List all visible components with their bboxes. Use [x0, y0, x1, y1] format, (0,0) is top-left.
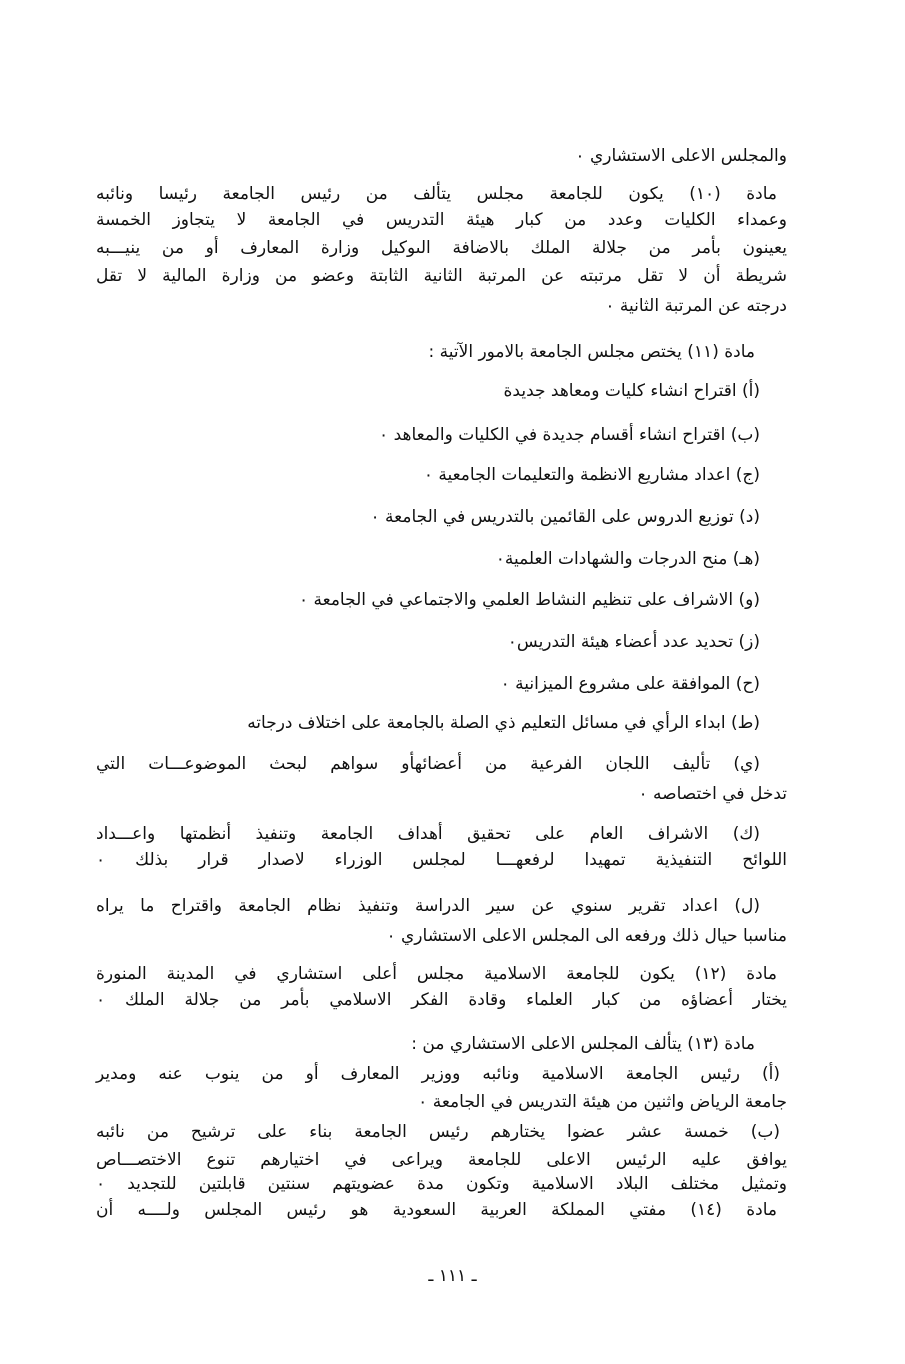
- text-line: مادة (١٣) يتألف المجلس الاعلى الاستشاري من :: [411, 1034, 755, 1054]
- text-line: مادة (١١) يختص مجلس الجامعة بالامور الآتية :: [428, 342, 755, 362]
- text-line: وعمداء الكليات وعدد من كبار هيئة التدريس في الجامعة لا يتجاوز الخمسة: [96, 210, 787, 230]
- text-line: تدخل في اختصاصه ٠: [638, 784, 787, 804]
- text-line: (ب) اقتراح انشاء أقسام جديدة في الكليات والمعاهد ٠: [379, 425, 760, 445]
- text-line: (و) الاشراف على تنظيم النشاط العلمي والاجتماعي في الجامعة ٠: [298, 590, 760, 610]
- page-number: ـ ١١١ ـ: [428, 1266, 477, 1286]
- text-line: درجته عن المرتبة الثانية ٠: [605, 296, 787, 316]
- text-line: يختار أعضاؤه من كبار العلماء وقادة الفكر الاسلامي بأمر من جلالة الملك ٠: [96, 990, 787, 1010]
- text-line: (ك) الاشراف العام على تحقيق أهداف الجامعة وتنفيذ أنظمتها واعـــداد: [96, 824, 760, 844]
- text-line: (أ) اقتراح انشاء كليات ومعاهد جديدة: [503, 381, 760, 401]
- text-line: يوافق عليه الرئيس الاعلى للجامعة ويراعى في اختيارهم تنوع الاختصـــاص: [96, 1150, 787, 1170]
- text-line: شريطة أن لا تقل مرتبته عن المرتبة الثانية الثابتة وعضو من وزارة المالية لا تقل: [96, 266, 787, 286]
- text-line: (ل) اعداد تقرير سنوي عن سير الدراسة وتنفيذ نظام الجامعة واقتراح ما يراه: [96, 896, 760, 916]
- text-line: وتمثيل مختلف البلاد الاسلامية وتكون مدة عضويتهم سنتين قابلتين للتجديد ٠: [96, 1174, 787, 1194]
- text-line: مادة (١٤) مفتي المملكة العربية السعودية هو رئيس المجلس ولــــه أن: [96, 1200, 777, 1220]
- text-line: مادة (١٢) يكون للجامعة الاسلامية مجلس أعلى استشاري في المدينة المنورة: [96, 964, 777, 984]
- text-line: جامعة الرياض واثنين من هيئة التدريس في الجامعة ٠: [418, 1092, 787, 1112]
- text-line: (أ) رئيس الجامعة الاسلامية ونائبه ووزير المعارف أو من ينوب عنه ومدير: [96, 1064, 780, 1084]
- text-line: والمجلس الاعلى الاستشاري ٠: [575, 146, 787, 166]
- text-line: (ج) اعداد مشاريع الانظمة والتعليمات الجامعية ٠: [423, 465, 760, 485]
- text-line: (هـ) منح الدرجات والشهادات العلمية٠: [495, 549, 760, 569]
- text-line: (ب) خمسة عشر عضوا يختارهم رئيس الجامعة بناء على ترشيح من نائبه: [96, 1122, 780, 1142]
- text-line: اللوائح التنفيذية تمهيدا لرفعهـــا لمجلس الوزراء لاصدار قرار بذلك ٠: [96, 850, 787, 870]
- text-line: (ط) ابداء الرأي في مسائل التعليم ذي الصلة بالجامعة على اختلاف درجاته: [247, 713, 760, 733]
- text-line: (ز) تحديد عدد أعضاء هيئة التدريس٠: [507, 632, 760, 652]
- text-line: (ي) تأليف اللجان الفرعية من أعضائهأو سواهم لبحث الموضوعـــات التي: [96, 754, 760, 774]
- text-line: (د) توزيع الدروس على القائمين بالتدريس في الجامعة ٠: [370, 507, 760, 527]
- text-line: (ح) الموافقة على مشروع الميزانية ٠: [500, 674, 760, 694]
- text-line: مادة (١٠) يكون للجامعة مجلس يتألف من رئيس الجامعة رئيسا ونائبه: [96, 184, 777, 204]
- text-line: يعينون بأمر من جلالة الملك بالاضافة الىوكيل وزارة المعارف أو من ينيـــبه: [96, 238, 787, 258]
- text-line: مناسبا حيال ذلك ورفعه الى المجلس الاعلى الاستشاري ٠: [386, 926, 787, 946]
